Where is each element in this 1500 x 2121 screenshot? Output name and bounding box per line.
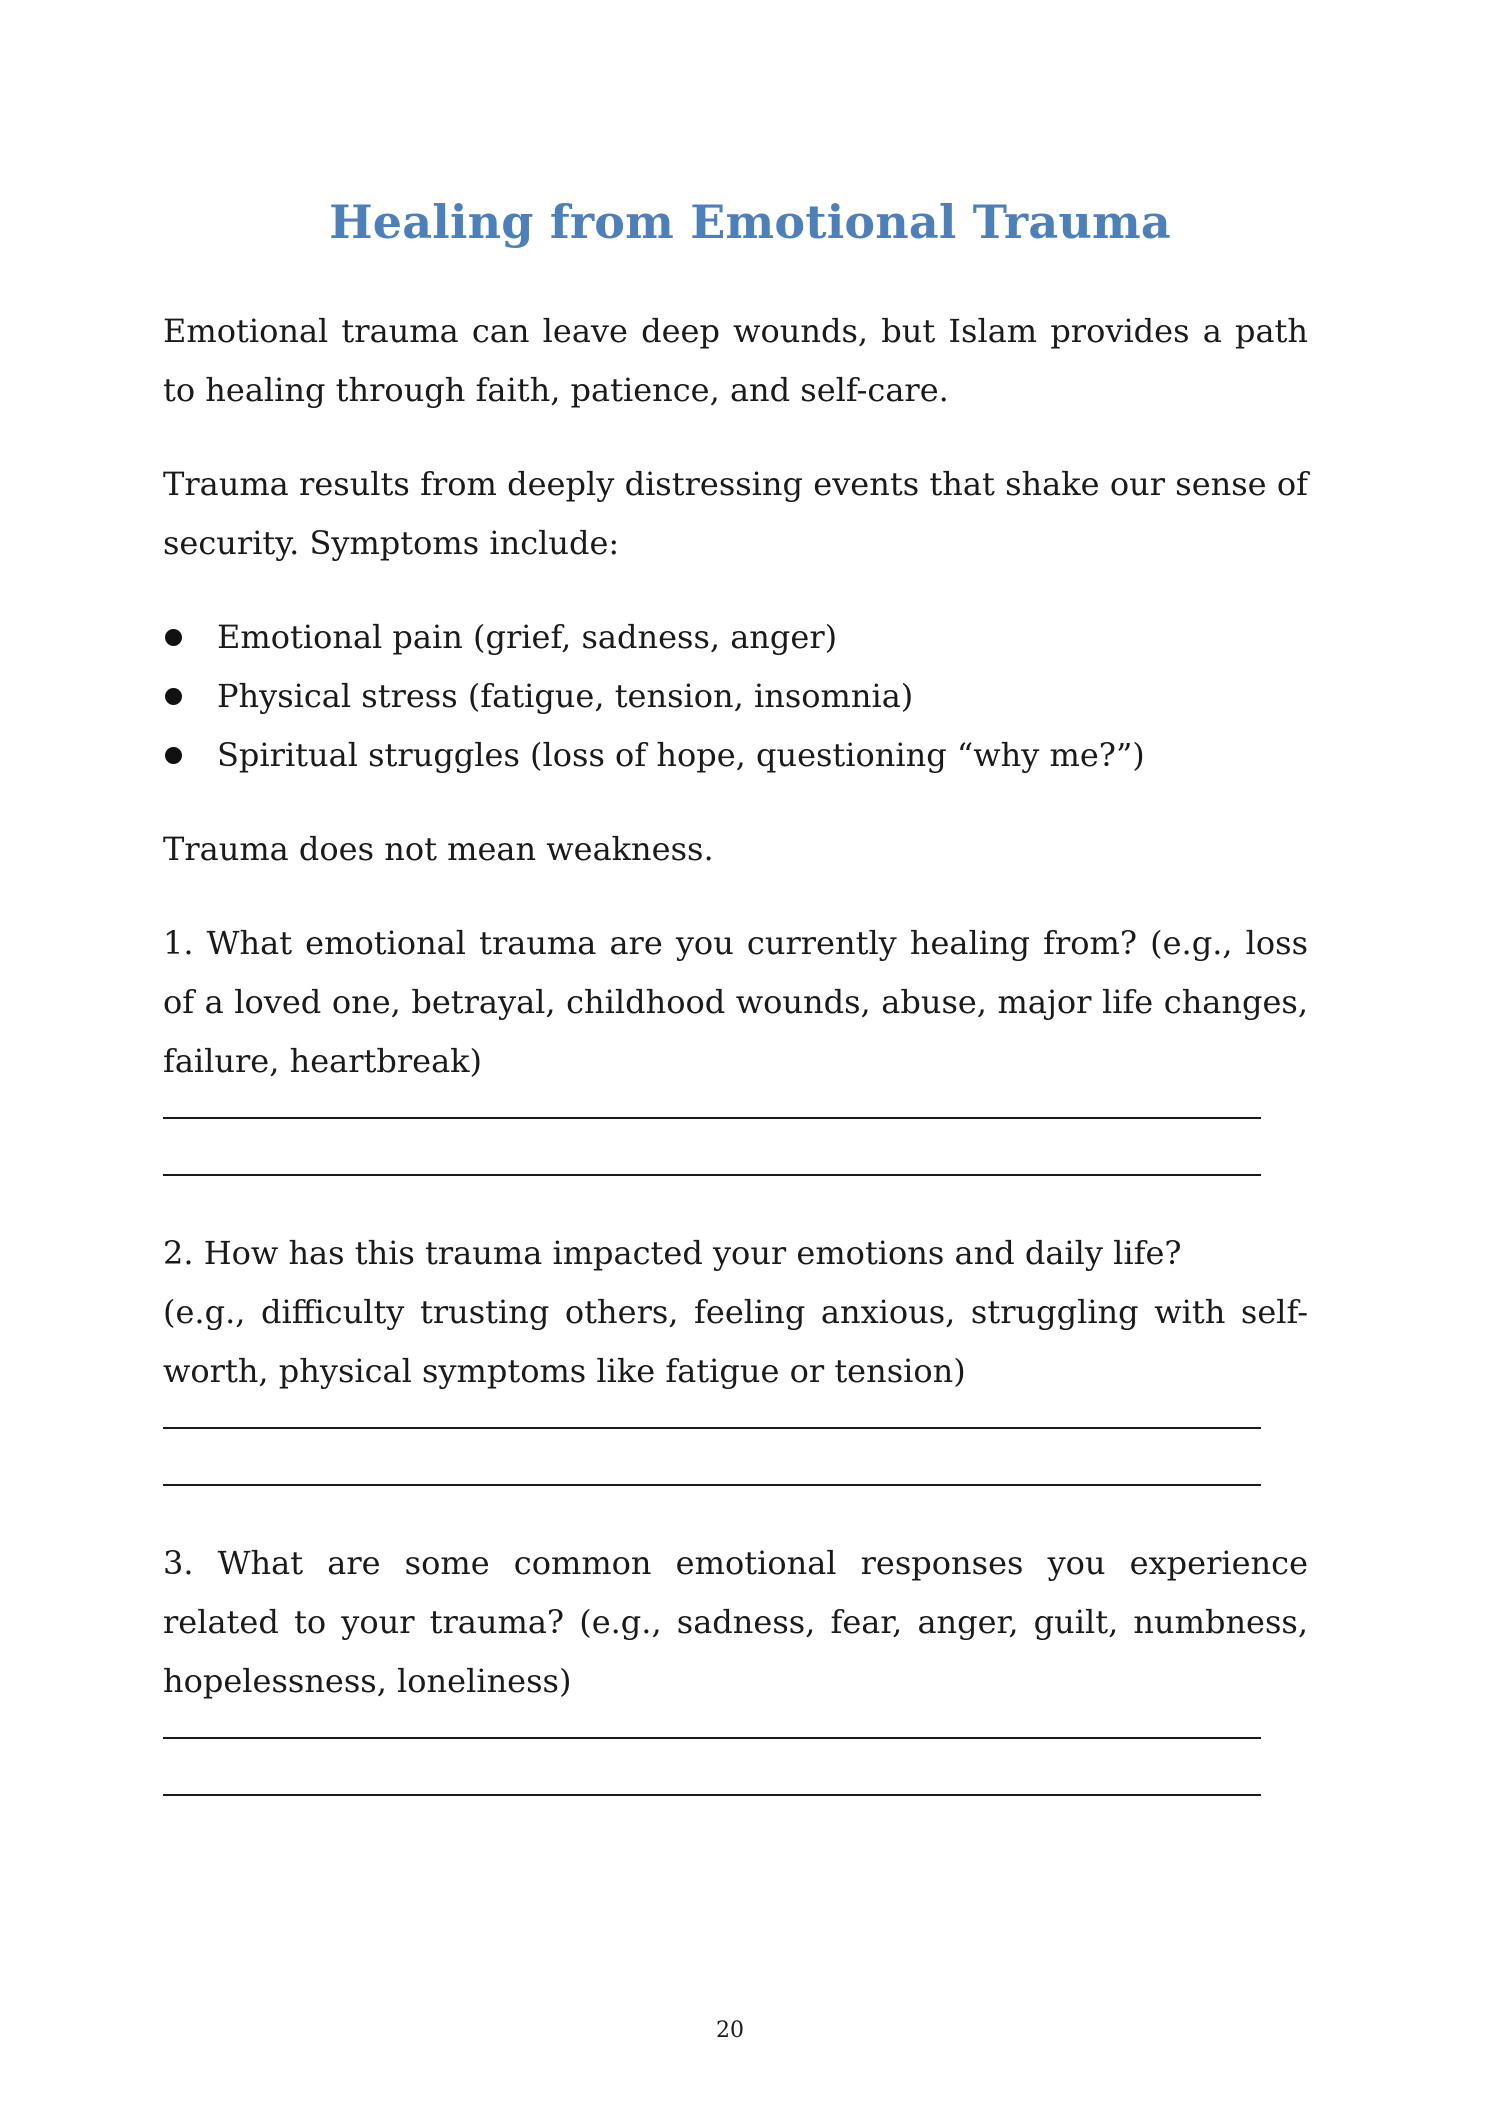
note-paragraph: Trauma does not mean weakness.: [163, 830, 714, 868]
bullet-icon: [165, 688, 182, 705]
symptom-text: Physical stress (fatigue, tension, insomnia): [217, 677, 914, 715]
list-item: [163, 667, 1308, 726]
answer-lines-2: [163, 1401, 1261, 1486]
symptoms-list: [163, 608, 1308, 785]
question-2-line-1: 2. How has this trauma impacted your emotions and daily life?: [163, 1234, 1182, 1272]
symptoms-intro-paragraph: Trauma results from deeply distressing events that shake our sense of security. Symptoms include:: [163, 465, 1308, 562]
answer-line[interactable]: [163, 1427, 1261, 1429]
page-content: [163, 302, 1308, 1796]
question-3: 3. What are some common emotional responses you experience related to your trauma? (e.g., sadness, fear, anger, guilt, numbness, hopelessness, loneliness): [163, 1544, 1308, 1700]
question-2: [163, 1224, 1308, 1401]
intro-paragraph: Emotional trauma can leave deep wounds, but Islam provides a path to healing through faith, patience, and self-care.: [163, 312, 1308, 409]
page-title: Healing from Emotional Trauma: [329, 195, 1171, 249]
answer-lines-3: [163, 1711, 1261, 1796]
symptom-text: Spiritual struggles (loss of hope, questioning “why me?”): [217, 736, 1145, 774]
list-item: [163, 726, 1308, 785]
question-2-line-2: (e.g., difficulty trusting others, feeling anxious, struggling with self-worth, physical symptoms like fatigue or tension): [163, 1293, 1308, 1390]
answer-line[interactable]: [163, 1794, 1261, 1796]
bullet-icon: [165, 747, 182, 764]
symptom-text: Emotional pain (grief, sadness, anger): [217, 618, 838, 656]
question-1: 1. What emotional trauma are you currently healing from? (e.g., loss of a loved one, betrayal, childhood wounds, abuse, major life changes, failure, heartbreak): [163, 924, 1308, 1080]
answer-line[interactable]: [163, 1117, 1261, 1119]
bullet-icon: [165, 629, 182, 646]
list-item: [163, 608, 1308, 667]
answer-line[interactable]: [163, 1737, 1261, 1739]
answer-lines-1: [163, 1091, 1261, 1176]
page-number: 20: [716, 2018, 744, 2043]
